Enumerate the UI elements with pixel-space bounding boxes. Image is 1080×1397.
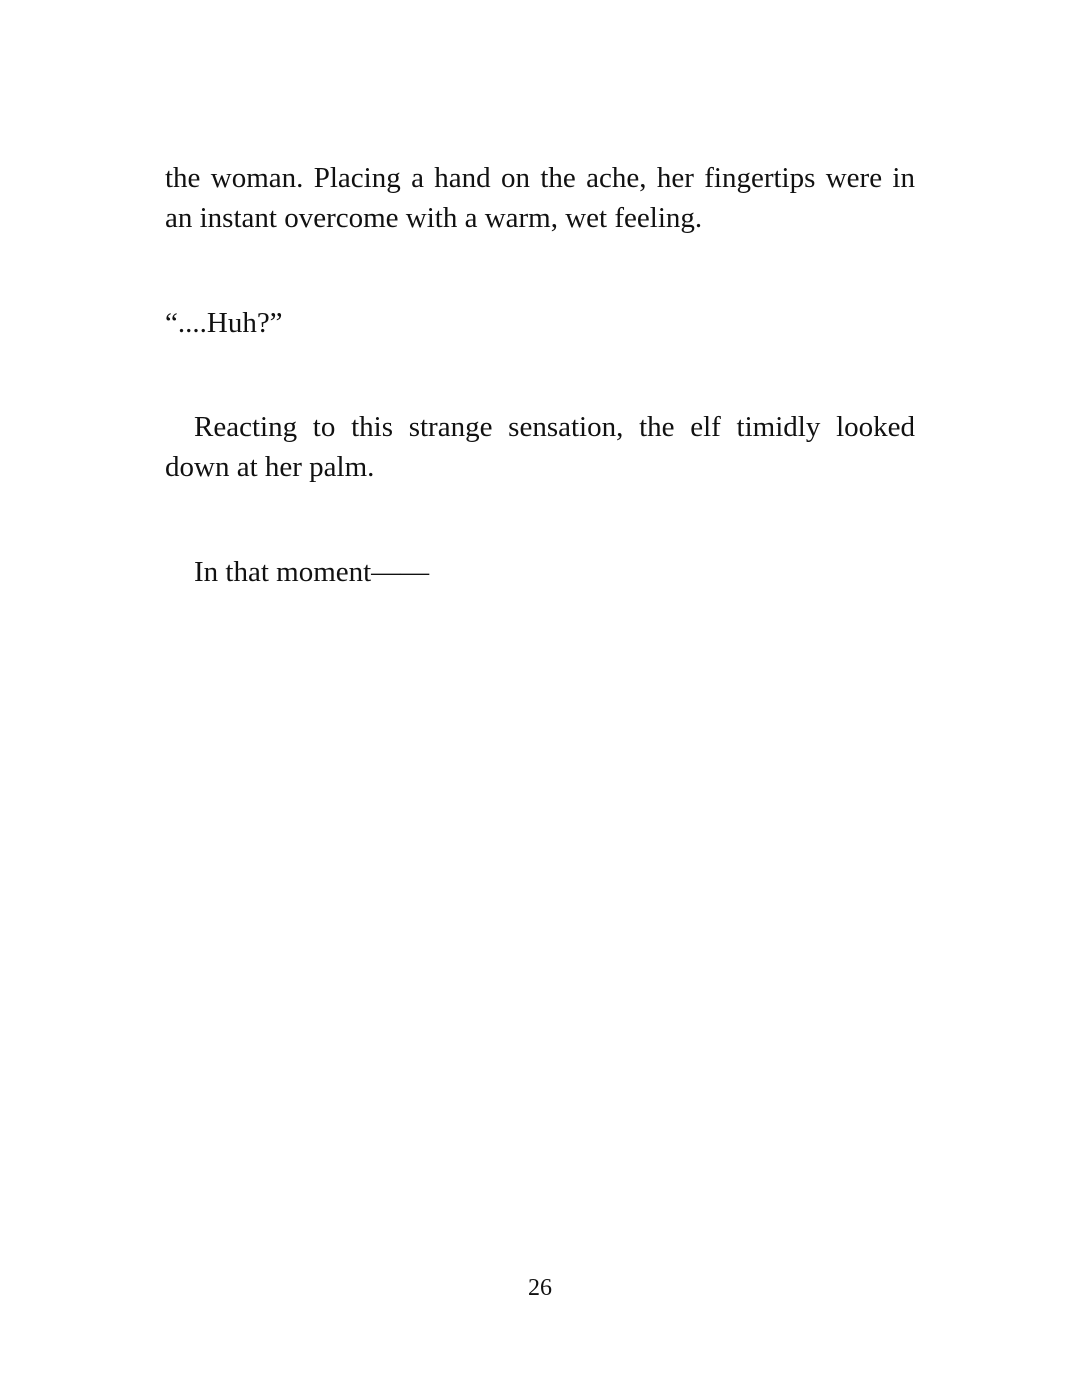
page-number: 26 xyxy=(528,1275,552,1301)
paragraph-1-line-1: the woman. Placing a hand on the ache, her fingertips were in xyxy=(165,162,915,194)
paragraph-2-line-1: “....Huh?” xyxy=(165,307,283,339)
paragraph-3-line-1: Reacting to this strange sensation, the elf timidly looked xyxy=(194,411,915,443)
paragraph-2-dialogue xyxy=(165,303,915,343)
paragraph-1 xyxy=(165,158,915,238)
paragraph-3-line-2: down at her palm. xyxy=(165,451,375,483)
paragraph-1-line-2: an instant overcome with a warm, wet feeling. xyxy=(165,202,703,234)
paragraph-4-line-1: In that moment—— xyxy=(194,556,430,588)
paragraph-4 xyxy=(165,552,915,592)
paragraph-3 xyxy=(165,407,915,487)
